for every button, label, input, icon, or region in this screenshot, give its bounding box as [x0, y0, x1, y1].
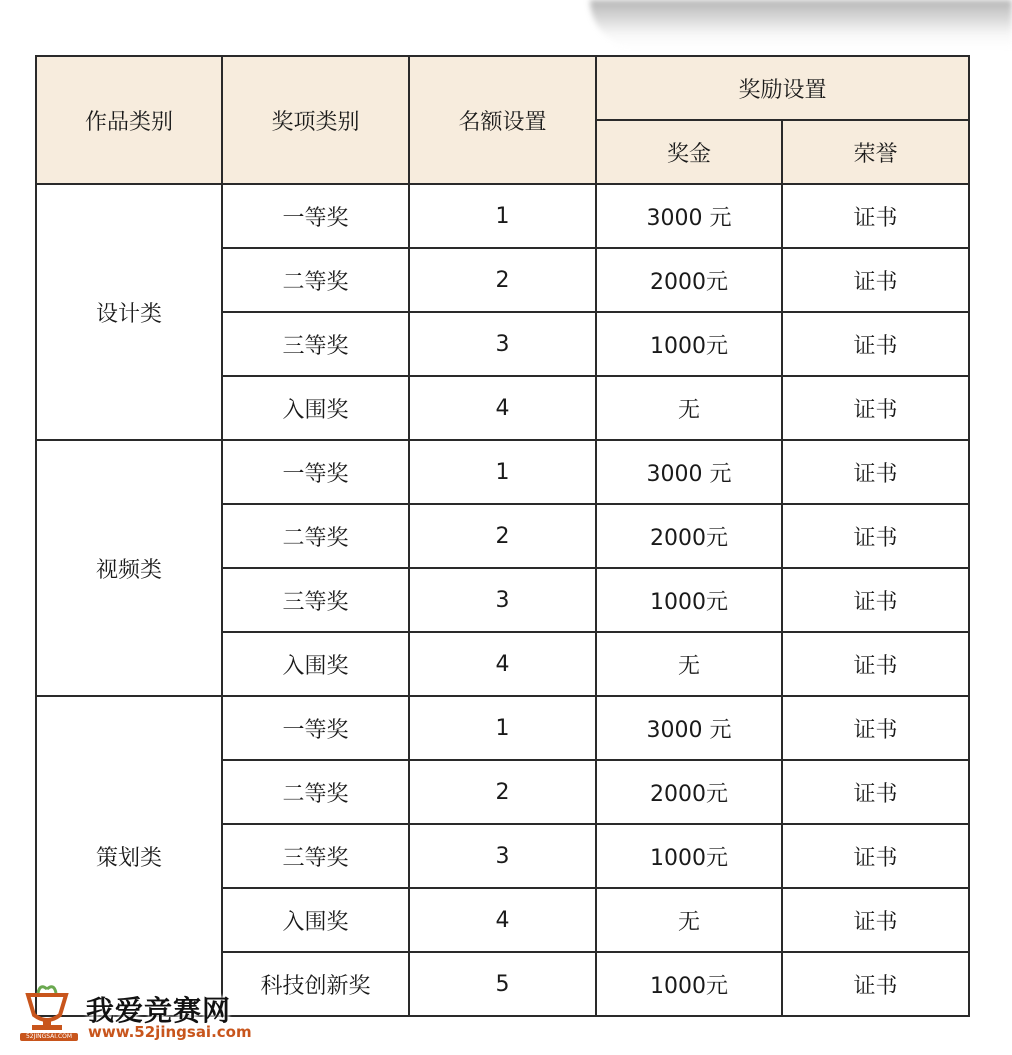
prize-cell: 无 — [596, 632, 782, 696]
quota-cell: 4 — [409, 376, 596, 440]
quota-cell: 3 — [409, 568, 596, 632]
honor-cell: 证书 — [782, 248, 969, 312]
honor-cell: 证书 — [782, 568, 969, 632]
top-shadow-decoration — [590, 0, 1012, 48]
category-cell: 策划类 — [36, 696, 222, 1016]
honor-cell: 证书 — [782, 504, 969, 568]
prize-cell: 2000元 — [596, 248, 782, 312]
award-cell: 一等奖 — [222, 696, 409, 760]
watermark — [14, 985, 254, 1045]
honor-cell: 证书 — [782, 184, 969, 248]
awards-table — [35, 55, 970, 1017]
honor-cell: 证书 — [782, 376, 969, 440]
honor-cell: 证书 — [782, 760, 969, 824]
quota-cell: 5 — [409, 952, 596, 1016]
header-quota: 名额设置 — [409, 56, 596, 184]
header-category: 作品类别 — [36, 56, 222, 184]
watermark-small-text: 52JINGSAI.COM — [20, 1033, 78, 1041]
table-row — [36, 440, 969, 504]
honor-cell: 证书 — [782, 888, 969, 952]
award-cell: 入围奖 — [222, 632, 409, 696]
table-body — [36, 184, 969, 1016]
prize-cell: 1000元 — [596, 568, 782, 632]
award-cell: 二等奖 — [222, 504, 409, 568]
prize-cell: 2000元 — [596, 760, 782, 824]
header-honor: 荣誉 — [782, 120, 969, 184]
prize-cell: 1000元 — [596, 952, 782, 1016]
honor-cell: 证书 — [782, 440, 969, 504]
table-row — [36, 184, 969, 248]
award-cell: 二等奖 — [222, 760, 409, 824]
award-cell: 三等奖 — [222, 824, 409, 888]
honor-cell: 证书 — [782, 952, 969, 1016]
honor-cell: 证书 — [782, 696, 969, 760]
prize-cell: 1000元 — [596, 824, 782, 888]
honor-cell: 证书 — [782, 632, 969, 696]
award-cell: 三等奖 — [222, 568, 409, 632]
watermark-title: 我爱竞赛网 — [86, 994, 232, 1027]
header-prize: 奖金 — [596, 120, 782, 184]
quota-cell: 2 — [409, 248, 596, 312]
prize-cell: 无 — [596, 376, 782, 440]
watermark-url: www.52jingsai.com — [88, 1023, 252, 1041]
award-cell: 二等奖 — [222, 248, 409, 312]
quota-cell: 1 — [409, 184, 596, 248]
award-cell: 科技创新奖 — [222, 952, 409, 1016]
category-cell: 视频类 — [36, 440, 222, 696]
quota-cell: 2 — [409, 504, 596, 568]
quota-cell: 4 — [409, 632, 596, 696]
award-cell: 一等奖 — [222, 184, 409, 248]
award-cell: 入围奖 — [222, 376, 409, 440]
prize-cell: 1000元 — [596, 312, 782, 376]
award-cell: 三等奖 — [222, 312, 409, 376]
quota-cell: 1 — [409, 696, 596, 760]
prize-cell: 2000元 — [596, 504, 782, 568]
header-reward: 奖励设置 — [596, 56, 969, 120]
quota-cell: 3 — [409, 824, 596, 888]
header-row-1 — [36, 56, 969, 120]
quota-cell: 1 — [409, 440, 596, 504]
header-award-type: 奖项类别 — [222, 56, 409, 184]
prize-cell: 3000 元 — [596, 184, 782, 248]
quota-cell: 3 — [409, 312, 596, 376]
honor-cell: 证书 — [782, 824, 969, 888]
quota-cell: 4 — [409, 888, 596, 952]
prize-cell: 无 — [596, 888, 782, 952]
honor-cell: 证书 — [782, 312, 969, 376]
award-cell: 一等奖 — [222, 440, 409, 504]
award-cell: 入围奖 — [222, 888, 409, 952]
table-row — [36, 696, 969, 760]
prize-cell: 3000 元 — [596, 440, 782, 504]
prize-cell: 3000 元 — [596, 696, 782, 760]
category-cell: 设计类 — [36, 184, 222, 440]
quota-cell: 2 — [409, 760, 596, 824]
